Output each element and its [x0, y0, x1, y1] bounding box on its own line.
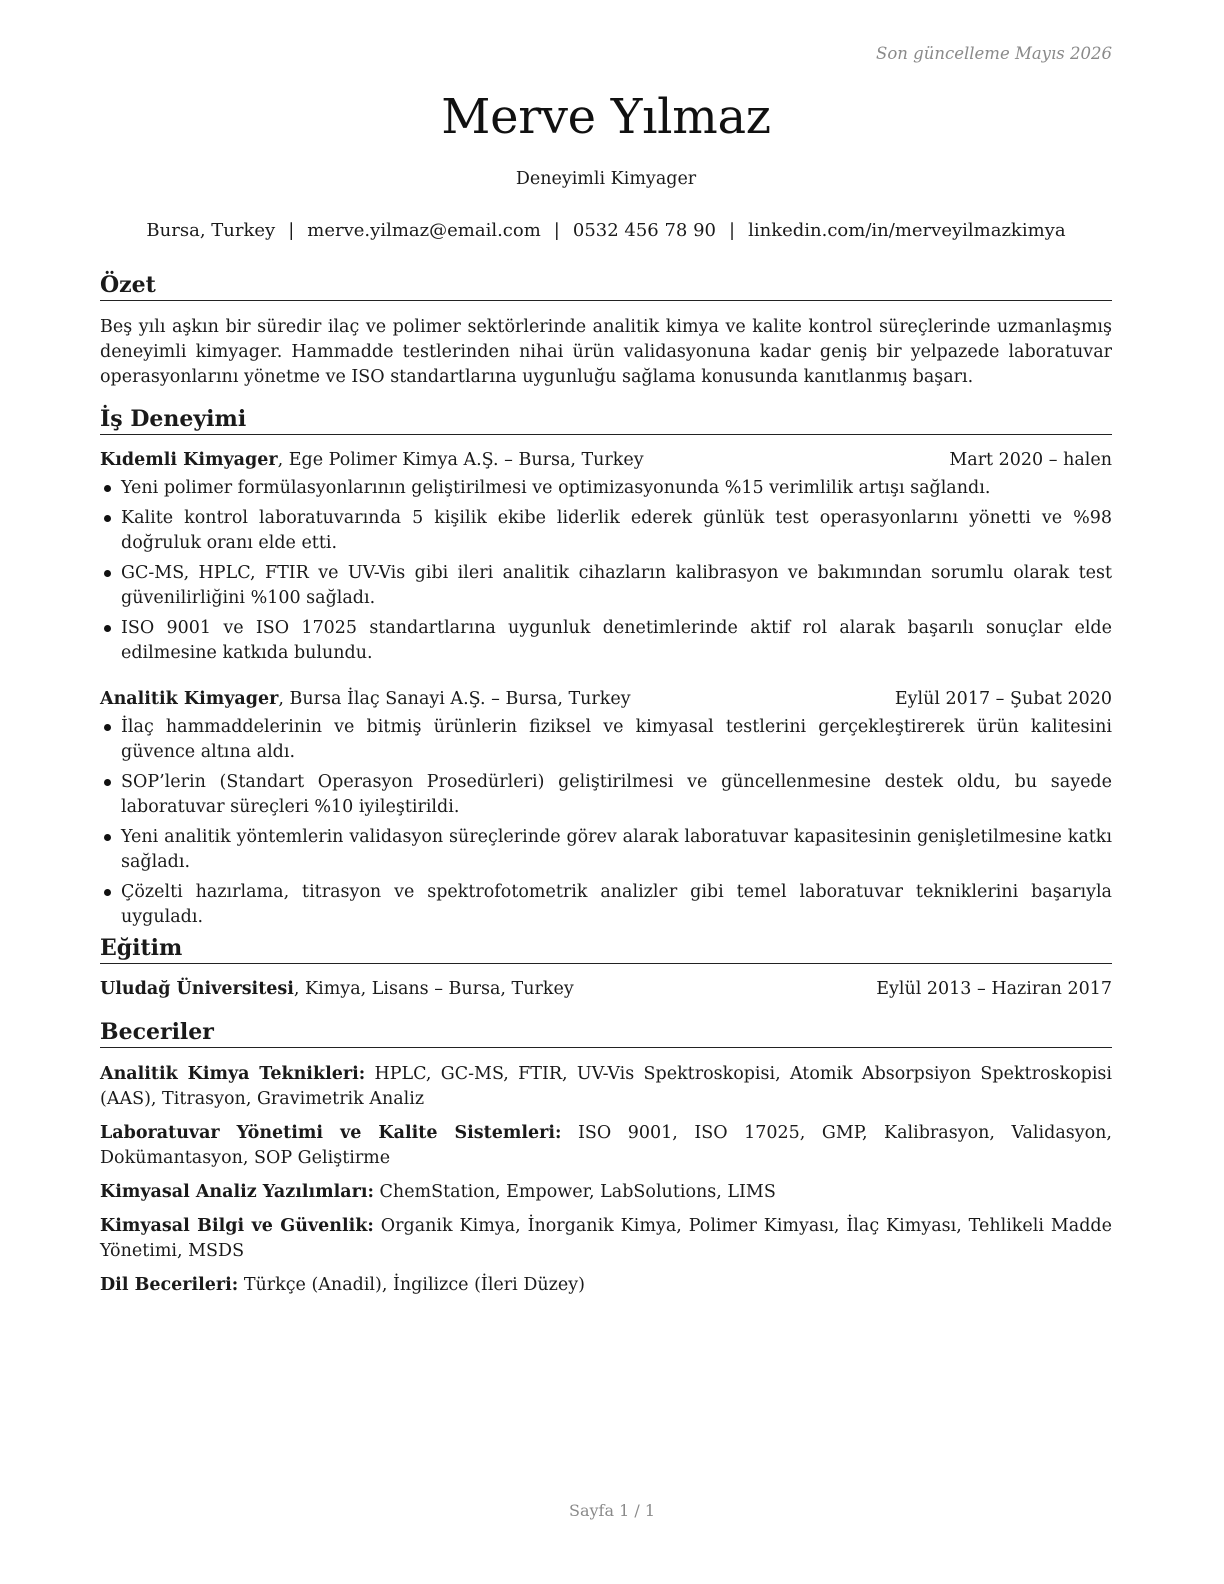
contact-email[interactable]: merve.yilmaz@email.com [307, 220, 541, 241]
bullet-dot-icon [104, 485, 111, 492]
section-heading-summary: Özet [100, 271, 1112, 301]
education-section [100, 934, 1112, 1002]
bullet-dot-icon [104, 779, 111, 786]
job-bullet: Yeni analitik yöntemlerin validasyon süreçlerinde görev alarak laboratuvar kapasitesinin genişletilmesine katkı sağladı. [100, 825, 1112, 875]
skill-line: Laboratuvar Yönetimi ve Kalite Sistemleri: ISO 9001, ISO 17025, GMP, Kalibrasyon, Validasyon, Dokümantasyon, SOP Geliştirme [100, 1123, 1112, 1168]
contact-separator: | [288, 220, 295, 241]
candidate-name: Merve Yılmaz [441, 89, 771, 145]
job-header [100, 448, 1112, 473]
job-bullet: GC-MS, HPLC, FTIR ve UV-Vis gibi ileri analitik cihazların kalibrasyon ve bakımından sorumlu olarak test güvenilirliğini %100 sağladı. [100, 561, 1112, 611]
bullet-dot-icon [104, 515, 111, 522]
bullet-dot-icon [104, 834, 111, 841]
skill-line: Analitik Kimya Teknikleri: HPLC, GC-MS, FTIR, UV-Vis Spektroskopisi, Atomik Absorpsiyon Spektroskopisi (AAS), Titrasyon, Gravimetrik Analiz [100, 1064, 1112, 1109]
job-bullet: İlaç hammaddelerinin ve bitmiş ürünlerin fiziksel ve kimyasal testlerini gerçekleştirerek ürün kalitesini güvence altına aldı. [100, 715, 1112, 765]
bullet-dot-icon [104, 724, 111, 731]
job-bullet: Yeni polimer formülasyonlarının geliştirilmesi ve optimizasyonunda %15 verimlilik artışı sağlandı. [100, 476, 1112, 501]
job-bullet-list [100, 715, 1112, 930]
bullet-dot-icon [104, 570, 111, 577]
skills-section [100, 1018, 1112, 1298]
skill-line: Dil Becerileri: Türkçe (Anadil), İngilizce (İleri Düzey) [100, 1275, 585, 1295]
contact-linkedin[interactable]: linkedin.com/in/merveyilmazkimya [748, 220, 1066, 241]
job-bullet: ISO 9001 ve ISO 17025 standartlarına uygunluk denetimlerinde aktif rol alarak başarılı sonuçlar elde edilmesine katkıda bulundu. [100, 616, 1112, 666]
contact-location: Bursa, Turkey [146, 220, 276, 241]
bullet-dot-icon [104, 889, 111, 896]
section-heading-education: Eğitim [100, 934, 1112, 964]
job-header [100, 687, 1112, 712]
education-entry [100, 977, 1112, 1002]
contact-separator: | [553, 220, 560, 241]
job-entry [100, 448, 1112, 666]
education-details: , Kimya, Lisans – Bursa, Turkey [293, 979, 574, 999]
summary-section [100, 271, 1112, 390]
candidate-title: Deneyimli Kimyager [515, 169, 697, 189]
summary-text: Beş yılı aşkın bir süredir ilaç ve polimer sektörlerinde analitik kimya ve kalite kontrol süreçlerinde uzmanlaşmış deneyimli kimyager. Hammadde testlerinden nihai ürün validasyonuna kadar geniş bir yelpazede laboratuvar operasyonlarını yönetme ve ISO standartlarına uygunluğu sağlama konusunda kanıtlanmış başarı. [100, 317, 1112, 387]
skill-line: Kimyasal Analiz Yazılımları: ChemStation, Empower, LabSolutions, LIMS [100, 1182, 776, 1202]
contact-line [100, 219, 1112, 243]
bullet-dot-icon [104, 625, 111, 632]
job-bullet-list [100, 476, 1112, 666]
job-company: , Bursa İlaç Sanayi A.Ş. – Bursa, Turkey [278, 689, 631, 709]
job-dates: Mart 2020 – halen [949, 450, 1112, 470]
job-bullet: SOP’lerin (Standart Operasyon Prosedürleri) geliştirilmesi ve güncellenmesine destek oldu, bu sayede laboratuvar süreçleri %10 iyileştirildi. [100, 770, 1112, 820]
job-bullet: Çözelti hazırlama, titrasyon ve spektrofotometrik analizler gibi temel laboratuvar tekniklerini başarıyla uyguladı. [100, 880, 1112, 930]
contact-phone[interactable]: 0532 456 78 90 [572, 220, 717, 241]
page-number-footer: Sayfa 1 / 1 [568, 1501, 655, 1520]
section-heading-skills: Beceriler [100, 1018, 1112, 1048]
education-school: Uludağ Üniversitesi [100, 979, 294, 999]
job-bullet: Kalite kontrol laboratuvarında 5 kişilik ekibe liderlik ederek günlük test operasyonlarını yönetti ve %98 doğruluk oranı elde etti. [100, 506, 1112, 556]
skill-line: Kimyasal Bilgi ve Güvenlik: Organik Kimya, İnorganik Kimya, Polimer Kimyası, İlaç Kimyası, Tehlikeli Madde Yönetimi, MSDS [100, 1216, 1112, 1261]
job-role: Analitik Kimyager [100, 689, 279, 709]
education-dates: Eylül 2013 – Haziran 2017 [876, 979, 1112, 999]
experience-section [100, 405, 1112, 930]
job-entry [100, 687, 1112, 930]
job-company: , Ege Polimer Kimya A.Ş. – Bursa, Turkey [277, 450, 644, 470]
job-dates: Eylül 2017 – Şubat 2020 [894, 689, 1112, 709]
section-heading-experience: İş Deneyimi [100, 405, 1112, 435]
job-role: Kıdemli Kimyager [100, 450, 278, 470]
last-updated-note: Son güncelleme Mayıs 2026 [876, 44, 1112, 63]
contact-separator: | [729, 220, 736, 241]
